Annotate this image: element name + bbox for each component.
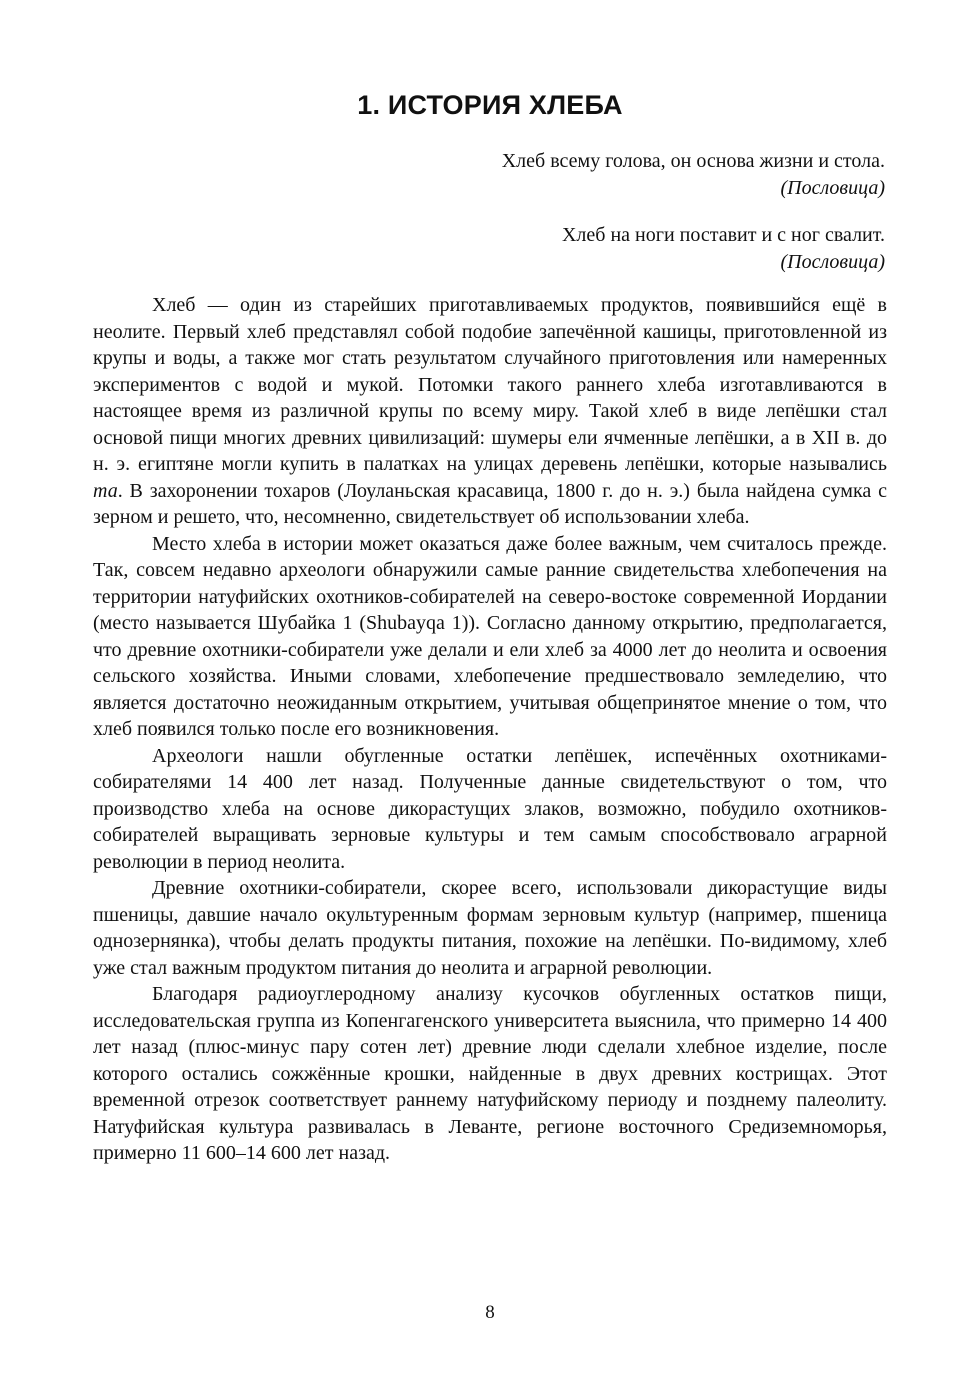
epigraph-quote: Хлеб всему голова, он основа жизни и стола.	[501, 150, 885, 172]
paragraph-text: . В захоронении тохаров (Лоуланьская красавица, 1800 г. до н. э.) была найдена сумка с зерном и решето, что, несомненно, свидетельствует об использовании хлеба.	[93, 479, 887, 528]
italic-term: та	[93, 479, 118, 502]
epigraph-source: (Пословица)	[780, 250, 885, 273]
paragraph: Благодаря радиоуглеродному анализу кусочков обугленных остатков пищи, исследовательская группа из Копенгагенского университета выяснила, что примерно 14 400 лет назад (плюс-минус пару сотен лет) древние люди сделали хлебное изделие, после которого остались сожжённые крошки, найденные в двух древних кострищах. Этот временной отрезок соответствует раннему натуфийскому периоду и позднему палеолиту. Натуфийская культура развивалась в Леванте, регионе восточного Средиземноморья, примерно 11 600–14 600 лет назад.	[93, 983, 887, 1164]
paragraph	[93, 292, 887, 531]
chapter-title: 1. ИСТОРИЯ ХЛЕБА	[357, 90, 623, 120]
paragraph: Археологи нашли обугленные остатки лепёшек, испечённых охотниками-собирателями 14 400 лет назад. Полученные данные свидетельствуют о том, что производство хлеба на основе дикорастущих злаков, возможно, побудило охотников-собирателей выращивать зерновые культуры и тем самым способствовало аграрной революции в период неолита.	[93, 744, 887, 873]
epigraph	[285, 222, 885, 275]
page-number: 8	[485, 1302, 495, 1323]
paragraph: Древние охотники-собиратели, скорее всего, использовали дикорастущие виды пшеницы, давшие начало окультуренным формам зерновым культур (например, пшеница однозернянка), чтобы делать продукты питания, похожие на лепёшки. По-видимому, хлеб уже стал важным продуктом питания до неолита и аграрной революции.	[93, 877, 887, 979]
body-text	[93, 292, 887, 1167]
epigraph-quote: Хлеб на ноги поставит и с ног свалит.	[561, 224, 885, 246]
paragraph-text: Хлеб — один из старейших приготавливаемых продуктов, появившийся ещё в неолите. Первый хлеб представлял собой подобие запечённой кашицы, приготовленной из крупы и воды, а также мог стать результатом случайного приготовления или намеренных экспериментов с водой и мукой. Потомки такого раннего хлеба изготавливаются в настоящее время из различной крупы по всему миру. Такой хлеб в виде лепёшки стал основой пищи многих древних цивилизаций: шумеры ели ячменные лепёшки, а в XII в. до н. э. египтяне могли купить в палатках на улицах деревень лепёшки, которые назывались	[93, 294, 887, 475]
epigraph	[285, 148, 885, 201]
epigraph-source: (Пословица)	[780, 176, 885, 199]
paragraph: Место хлеба в истории может оказаться даже более важным, чем считалось прежде. Так, совсем недавно археологи обнаружили самые ранние свидетельства хлебопечения на территории натуфийских охотников-собирателей на северо-востоке современной Иордании (место называется Шубайка 1 (Shubayqa 1)). Согласно данному открытию, предполагается, что древние охотники-собиратели уже делали и ели хлеб за 4000 лет до неолита и освоения сельского хозяйства. Иными словами, хлебопечение предшествовало земледелию, что является достаточно неожиданным открытием, учитывая общепринятое мнение о том, что хлеб появился только после его возникновения.	[93, 532, 887, 740]
